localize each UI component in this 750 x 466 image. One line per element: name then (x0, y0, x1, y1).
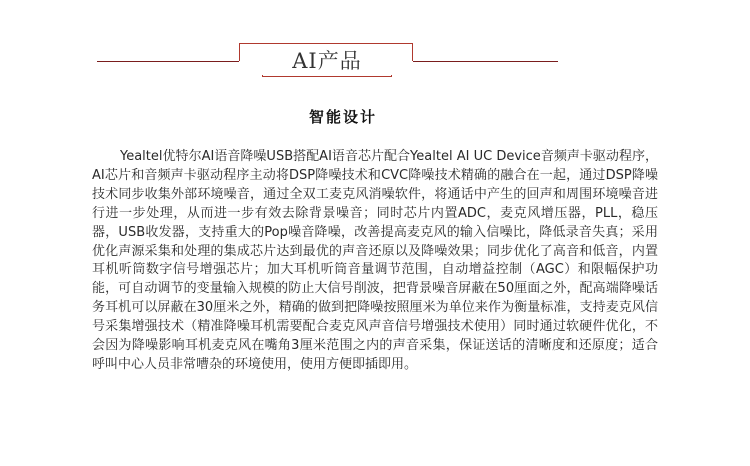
body-paragraph: Yealtel优特尔AI语音降噪USB搭配AI语音芯片配合Yealtel AI UC Device音频声卡驱动程序，AI芯片和音频声卡驱动程序主动将DSP降噪技术和CVC降噪技术精确的融合在一起，通过DSP降噪技术同步收集外部环境噪音，通过全双工麦克风消噪软件，将通话中产生的回声和周围环境噪音进行进一步处理，从而进一步有效去除背景噪音；同时芯片内置ADC，麦克风增压器，PLL，稳压器，USB收发器，支持重大的Pop噪音降噪，改善提高麦克风的输入信噪比，降低录音失真；采用优化声源采集和处理的集成芯片达到最优的声音还原以及降噪效果；同步优化了高音和低音，内置耳机听筒数字信号增强芯片；加大耳机听筒音量调节范围，自动增益控制（AGC）和限幅保护功能，可自动调节的变量输入规模的防止大信号削波，把背景噪音屏蔽在50厘面之外，配高端降噪话务耳机可以屏蔽在30厘米之外，精确的做到把降噪按照厘米为单位来作为衡量标准，支持麦克风信号采集增强技术（精准降噪耳机需要配合麦克风声音信号增强技术使用）同时通过软硬件优化，不会因为降噪影响耳机麦克风在嘴角3厘米范围之内的声音采集，保证送话的清晰度和还原度；适合呼叫中心人员非常嘈杂的环境使用，使用方便即插即用。 (92, 149, 658, 372)
header-divider-left (97, 61, 239, 62)
section-header (0, 0, 750, 92)
section-title: AI产品 (262, 47, 392, 75)
header-divider-right (413, 61, 558, 62)
sub-heading: 智能设计 (308, 108, 377, 126)
